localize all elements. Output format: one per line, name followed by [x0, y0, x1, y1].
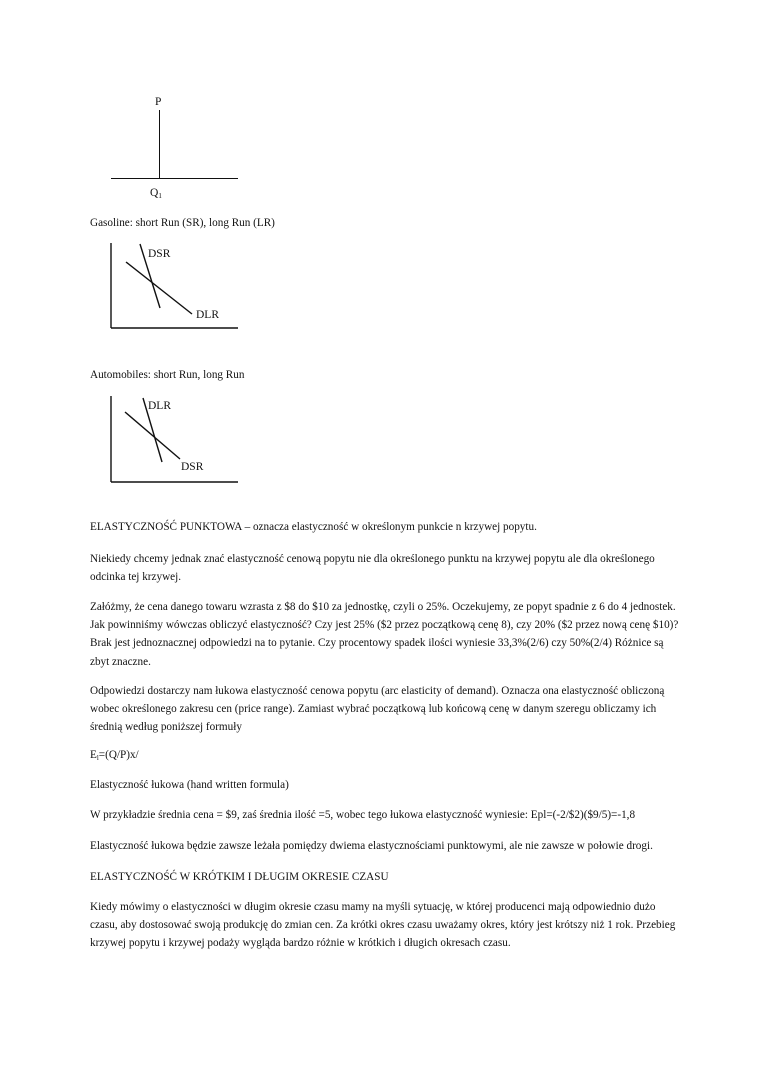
gasoline-diagram-lines	[100, 235, 250, 335]
paragraph-handwritten-note: Elastyczność łukowa (hand written formula)	[90, 779, 289, 791]
q1-label: $Q_1$	[150, 187, 162, 200]
paragraph-arc-between: Elastyczność łukowa będzie zawsze leżała pomiędzy dwiema elastycznościami punktowymi, ale nie zawsze w połowie drogi.	[90, 840, 653, 852]
formula: $E_l=(Q/P)x/$	[90, 749, 139, 762]
caption-automobiles: Automobiles: short Run, long Run	[90, 369, 245, 381]
dlr-label: DLR	[196, 309, 219, 321]
paragraph-example: Załóżmy, że cena danego towaru wzrasta z $8 do $10 za jednostkę, czyli o 25%. Oczekujemy, ze popyt spadnie z 6 do 4 jednostek. Jak powinniśmy wówczas obliczyć elastyczność? Czy jest 25% ($2 przez początkową cenę 8), czy 20% ($2 przez nową cenę $10)? Brak jest jednoznacznej odpowiedzi na to pytanie. Czy procentowy spadek ilości wyniesie 33,3%(2/6) czy 50%(2/4) Różnice są zbyt znaczne.	[90, 601, 679, 668]
paragraph-average-example: W przykładzie średnia cena = $9, zaś średnia ilość =5, wobec tego łukowa elastyczność wyniesie: Epl=(-2/$2)($9/5)=-1,8	[90, 809, 636, 821]
x-axis-line	[111, 178, 238, 179]
heading-short-long-run: ELASTYCZNOŚĆ W KRÓTKIM I DŁUGIM OKRESIE CZASU	[90, 871, 389, 883]
paragraph-short-long-run: Kiedy mówimy o elastyczności w długim okresie czasu mamy na myśli sytuację, w której producenci mają odpowiednio dużo czasu, aby dostosować swoją produkcję do zmian cen. Za krótki okres czasu uważamy okres, który jest krótszy niż 1 rok. Przebieg krzywej popytu i krzywej podaży wygląda bardzo różnie w krótkich i długich okresach czasu.	[90, 901, 676, 950]
dlr-label: DLR	[148, 400, 171, 412]
caption-gasoline: Gasoline: short Run (SR), long Run (LR)	[90, 217, 275, 229]
paragraph-arc-elasticity: Odpowiedzi dostarczy nam łukowa elastyczność cenowa popytu (arc elasticity of demand). Oznacza ona elastyczność obliczoną wobec określonego zakresu cen (price range). Zamiast wybrać początkową lub końcową cenę w danym szeregu obliczamy ich średnią według poniższej formuły	[90, 685, 665, 734]
flat-demand-line	[125, 412, 180, 459]
dsr-label: DSR	[181, 461, 204, 473]
automobiles-diagram-lines	[100, 390, 250, 486]
p-axis-label: P	[155, 96, 162, 108]
vertical-demand-line	[159, 110, 160, 179]
paragraph-segment-elasticity: Niekiedy chcemy jednak znać elastyczność cenową popytu nie dla określonego punktu na krzywej popytu ale dla określonego odcinka tej krzywej.	[90, 553, 655, 584]
dsr-label: DSR	[148, 248, 171, 260]
paragraph-point-elasticity: ELASTYCZNOŚĆ PUNKTOWA – oznacza elastyczność w określonym punkcie n krzywej popytu.	[90, 521, 537, 533]
